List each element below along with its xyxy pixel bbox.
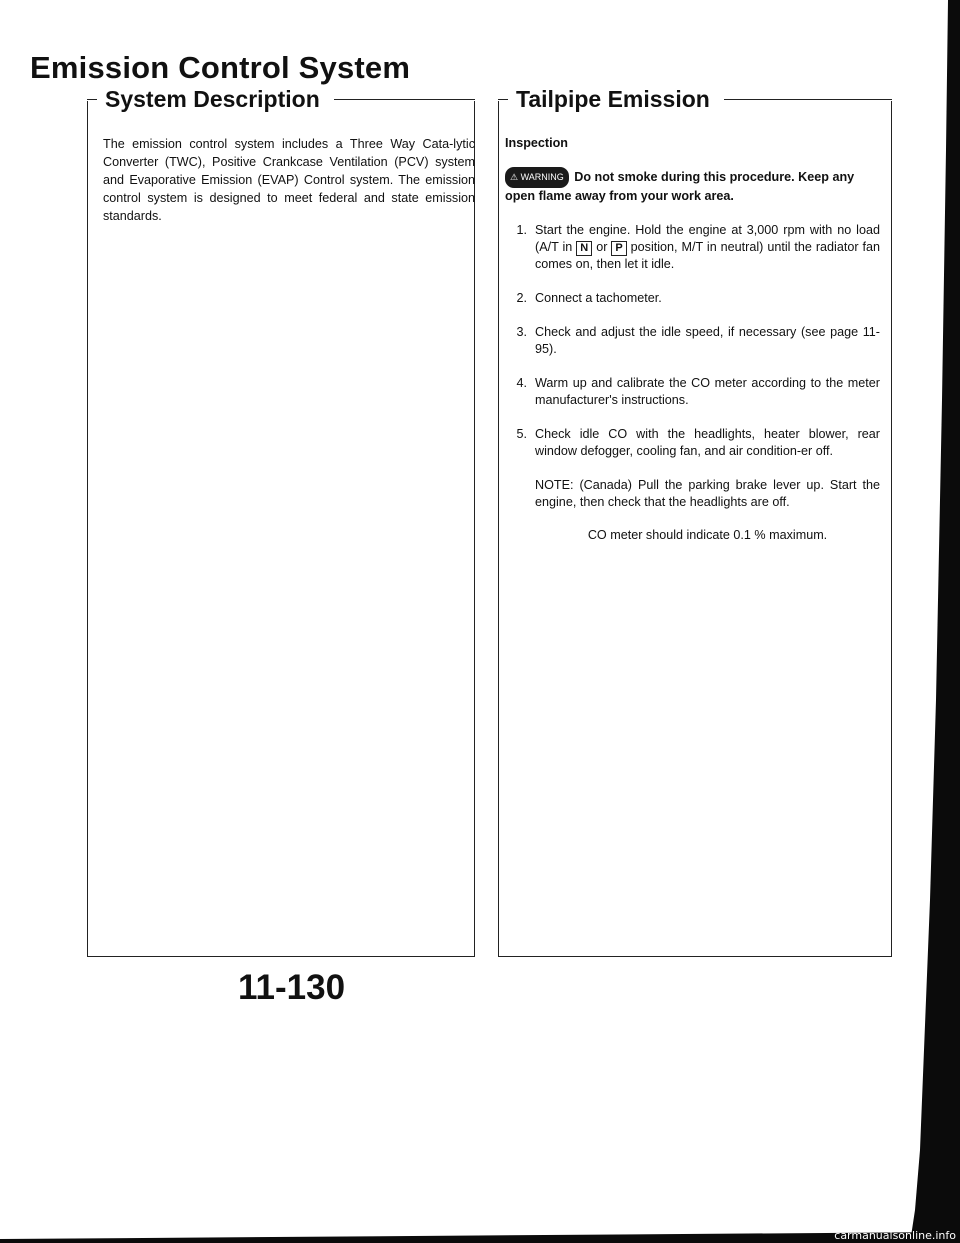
list-item: 4. Warm up and calibrate the CO meter according to the meter manufacturer's instructions. [516,376,880,407]
system-description-title: System Description [105,85,320,112]
neutral-key-icon: N [576,241,592,256]
system-description-text: The emission control system includes a Three Way Cata-lytic Converter (TWC), Positive Crankcase Ventilation (PCV) system and Evaporative Emission (EVAP) Control system. The emission control system is designed to meet federal and state emission standards. [103,137,475,223]
scan-bottom-shadow [0,1232,960,1243]
heading-rule [334,99,475,100]
heading-tick [87,99,97,100]
heading-rule [724,99,892,100]
list-item: 1. Start the engine. Hold the engine at 3,000 rpm with no load (A/T in N or P position, M/T in neutral) until the radiator fan comes on, then let it idle. [516,223,880,271]
note-text: NOTE: (Canada) Pull the parking brake lever up. Start the engine, then check that the headlights are off. [535,478,880,509]
list-item: 3. Check and adjust the idle speed, if necessary (see page 11-95). [516,325,880,356]
list-item: 2. Connect a tachometer. [516,291,662,305]
inspection-subheading: Inspection [505,136,568,150]
page-number: 11-130 [238,968,346,1007]
watermark[interactable]: carmanualsonline.info [834,1229,956,1242]
warning-notice [505,167,880,205]
heading-tick [498,99,508,100]
warning-icon: ⚠ WARNING [505,167,569,188]
list-item: 5. Check idle CO with the headlights, heater blower, rear window defogger, cooling fan, and air condition-er off. [516,427,880,458]
page-title: Emission Control System [30,50,411,85]
procedure-steps [505,222,880,460]
tailpipe-emission-content [505,135,880,560]
tailpipe-emission-title: Tailpipe Emission [516,85,710,112]
park-key-icon: P [611,241,626,256]
system-description-box [87,101,475,957]
warning-text: Do not smoke during this procedure. Keep any open flame away from your work area. [505,170,855,203]
scan-edge-shadow [910,0,960,1243]
spec-text: CO meter should indicate 0.1 % maximum. [587,528,828,542]
